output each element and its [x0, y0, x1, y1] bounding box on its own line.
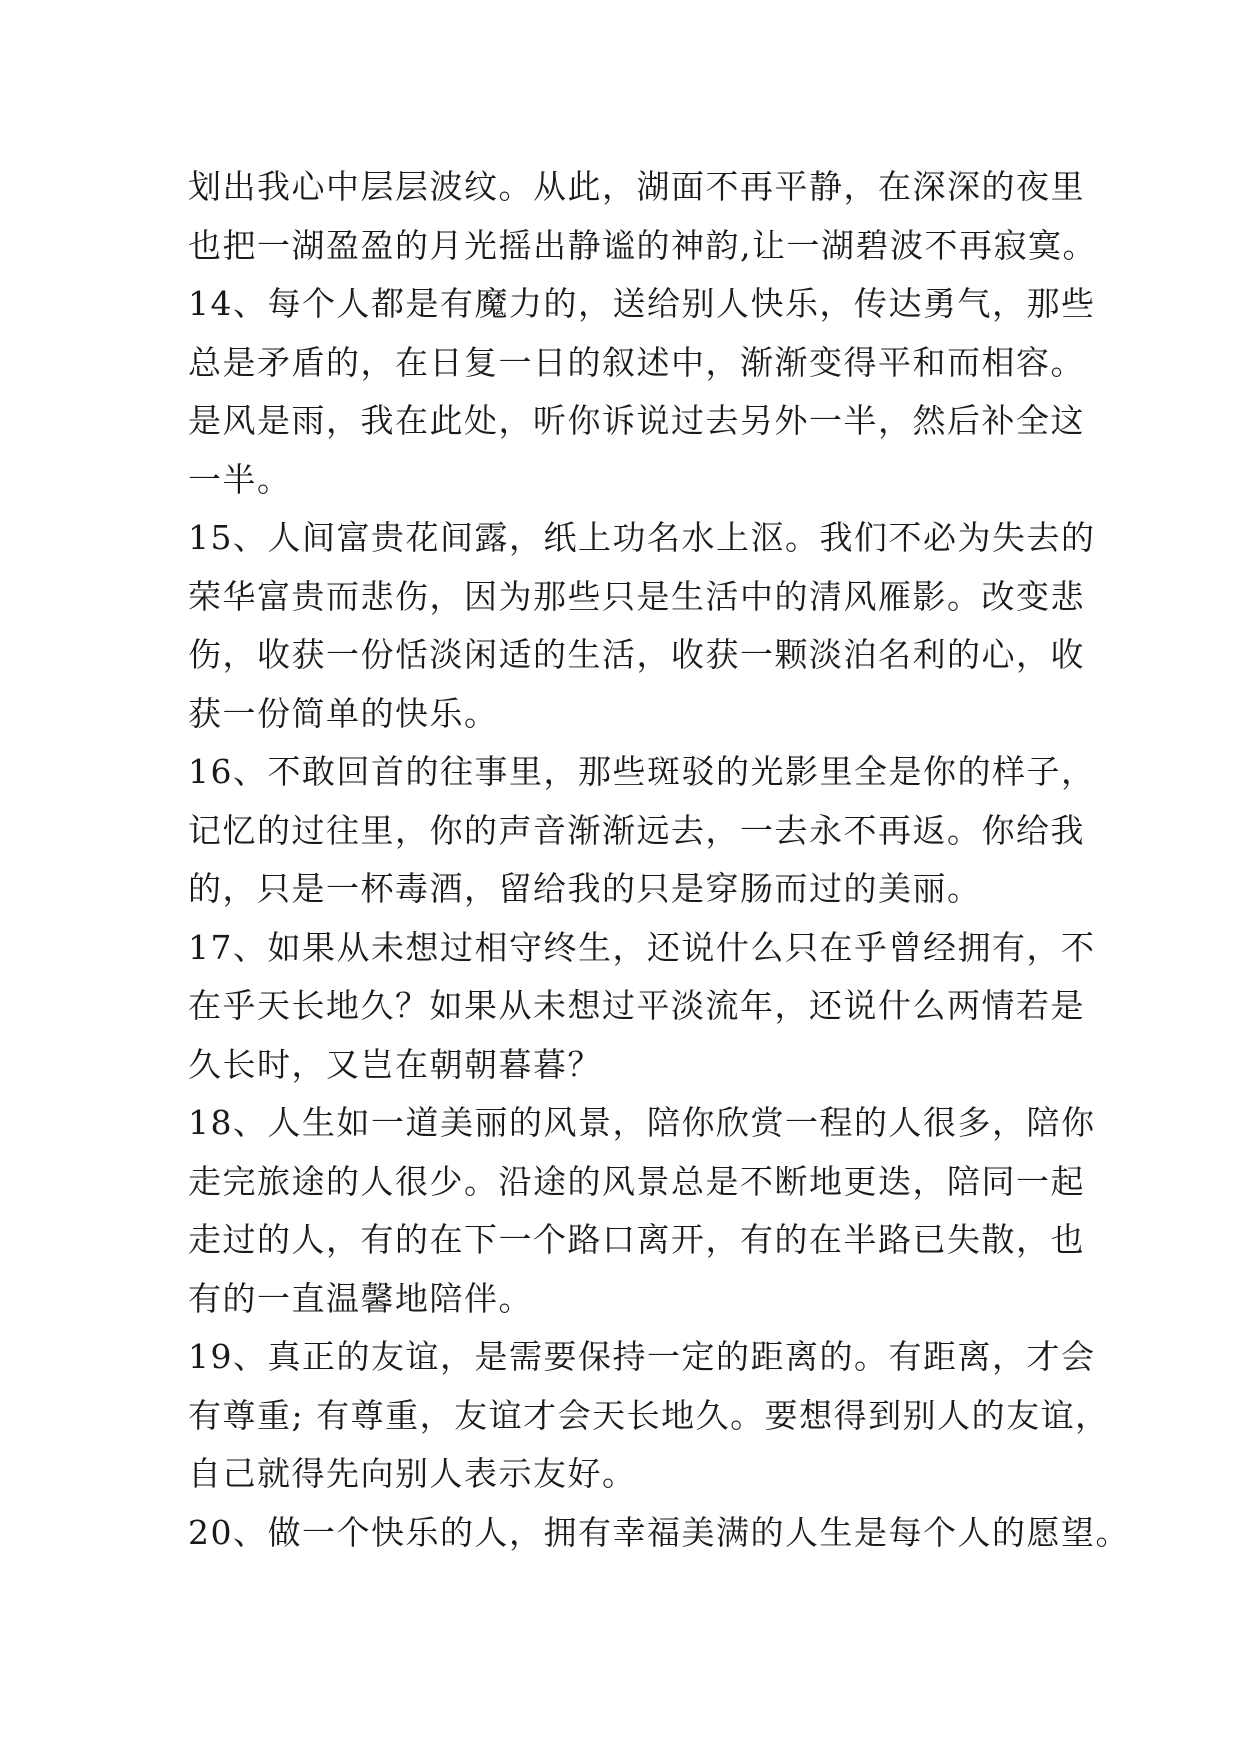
text-line: 有尊重; 有尊重，友谊才会天长地久。要想得到别人的友谊， — [188, 1395, 1110, 1435]
text-line: 是风是雨，我在此处，听你诉说过去另外一半，然后补全这 — [188, 401, 1085, 440]
text-line: 伤，收获一份恬淡闲适的生活，收获一颗淡泊名利的心，收 — [188, 635, 1085, 674]
text-line: 的，只是一杯毒酒，留给我的只是穿肠而过的美丽。 — [188, 869, 982, 908]
text-line: 16、不敢回首的往事里，那些斑驳的光影里全是你的样子， — [188, 752, 1096, 791]
text-line: 18、人生如一道美丽的风景，陪你欣赏一程的人很多，陪你 — [188, 1103, 1096, 1142]
text-line: 19、真正的友谊，是需要保持一定的距离的。有距离，才会 — [188, 1337, 1096, 1376]
text-line: 走过的人，有的在下一个路口离开，有的在半路已失散，也 — [188, 1220, 1085, 1259]
text-line: 久长时，又岂在朝朝暮暮？ — [188, 1044, 602, 1084]
text-line: 总是矛盾的，在日复一日的叙述中，渐渐变得平和而相容。 — [188, 342, 1085, 382]
text-line: 15、人间富贵花间露，纸上功名水上沤。我们不必为失去的 — [188, 518, 1096, 557]
text-line: 荣华富贵而悲伤，因为那些只是生活中的清风雁影。改变悲 — [188, 576, 1085, 616]
text-line: 走完旅途的人很少。沿途的风景总是不断地更迭，陪同一起 — [188, 1161, 1085, 1201]
text-line: 一半。 — [188, 459, 292, 499]
text-line: 获一份简单的快乐。 — [188, 693, 499, 733]
text-line: 有的一直温馨地陪伴。 — [188, 1278, 533, 1318]
text-line: 记忆的过往里，你的声音渐渐远去，一去永不再返。你给我 — [188, 810, 1085, 850]
text-line: 划出我心中层层波纹。从此，湖面不再平静，在深深的夜里 — [188, 167, 1085, 206]
text-line: 17、如果从未想过相守终生，还说什么只在乎曾经拥有，不 — [188, 927, 1096, 967]
body-text — [188, 158, 1228, 1562]
text-line: 20、做一个快乐的人，拥有幸福美满的人生是每个人的愿望。 — [188, 1512, 1130, 1552]
text-line: 14、每个人都是有魔力的，送给别人快乐，传达勇气，那些 — [188, 284, 1096, 323]
text-line: 也把一湖盈盈的月光摇出静谧的神韵,让一湖碧波不再寂寞。 — [188, 225, 1097, 265]
text-line: 自己就得先向别人表示友好。 — [188, 1454, 637, 1493]
text-line: 在乎天长地久？如果从未想过平淡流年，还说什么两情若是 — [188, 986, 1085, 1025]
